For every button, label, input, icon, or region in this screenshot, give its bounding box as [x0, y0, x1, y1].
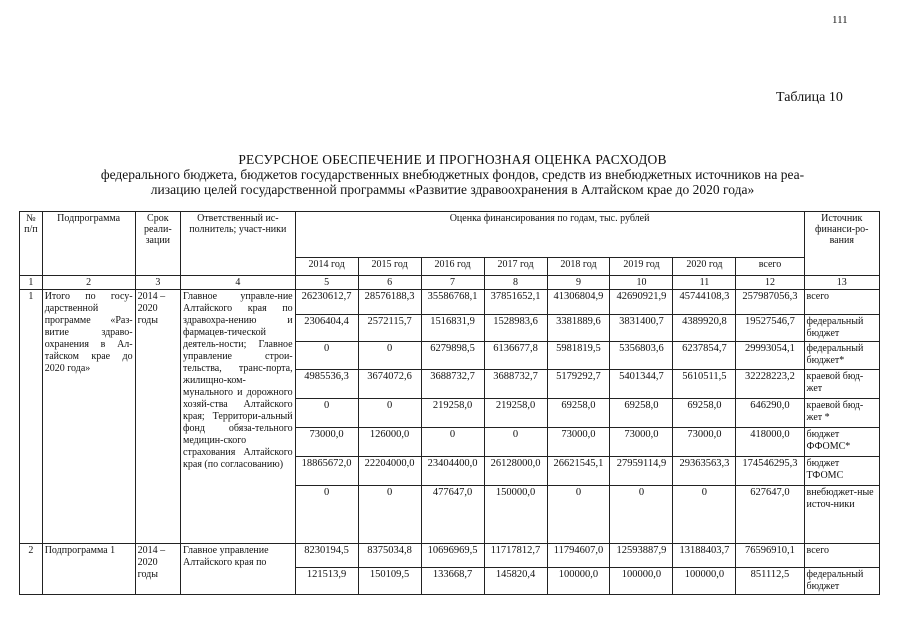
source-cell: бюджет ТФОМС — [804, 457, 879, 486]
value-cell: 0 — [358, 342, 421, 370]
value-cell: 37851652,1 — [484, 290, 547, 315]
header-year: 2017 год — [484, 258, 547, 276]
header-source: Источник финанси-ро-вания — [804, 212, 879, 276]
executor-cell: Главное управле-ние Алтайского края по здравохра-нению и фармацев-тической деятель-ности; Главное управление строи-тельства, транс-порта, жилищно-ком-мунального и дорожного хозяй-ства Алтайского края; Территори-альный фонд обяза-тельного медицин-ского страхования Алтайского края (по согласованию) — [181, 290, 296, 544]
value-cell: 26230612,7 — [295, 290, 358, 315]
value-cell: 5356803,6 — [610, 342, 673, 370]
column-number: 6 — [358, 276, 421, 290]
page-number: 111 — [832, 14, 848, 26]
value-cell: 73000,0 — [547, 428, 610, 457]
source-cell: федеральный бюджет — [804, 568, 879, 595]
column-number: 3 — [135, 276, 180, 290]
value-cell: 3831400,7 — [610, 315, 673, 342]
column-number: 1 — [20, 276, 43, 290]
header-year: 2014 год — [295, 258, 358, 276]
value-cell: 133668,7 — [421, 568, 484, 595]
column-number: 5 — [295, 276, 358, 290]
term-cell: 2014 – 2020 годы — [135, 290, 180, 544]
value-cell: 477647,0 — [421, 486, 484, 544]
value-cell: 27959114,9 — [610, 457, 673, 486]
value-cell-total: 627647,0 — [736, 486, 804, 544]
source-cell: федеральный бюджет — [804, 315, 879, 342]
value-cell: 69258,0 — [547, 399, 610, 428]
value-cell: 219258,0 — [484, 399, 547, 428]
value-cell-total: 257987056,3 — [736, 290, 804, 315]
column-number: 2 — [42, 276, 135, 290]
value-cell: 23404400,0 — [421, 457, 484, 486]
source-cell: внебюджет-ные источ-ники — [804, 486, 879, 544]
header-year-total: всего — [736, 258, 804, 276]
header-estimate: Оценка финансирования по годам, тыс. рублей — [295, 212, 804, 258]
value-cell: 3688732,7 — [421, 370, 484, 399]
source-cell: краевой бюд-жет — [804, 370, 879, 399]
value-cell: 1516831,9 — [421, 315, 484, 342]
value-cell: 6136677,8 — [484, 342, 547, 370]
value-cell: 26621545,1 — [547, 457, 610, 486]
value-cell: 45744108,3 — [673, 290, 736, 315]
header-subprogram: Подпрограмма — [42, 212, 135, 276]
value-cell: 121513,9 — [295, 568, 358, 595]
value-cell: 29363563,3 — [673, 457, 736, 486]
header-year: 2019 год — [610, 258, 673, 276]
column-number-row — [20, 276, 880, 290]
column-number: 4 — [181, 276, 296, 290]
value-cell: 6279898,5 — [421, 342, 484, 370]
value-cell-total: 851112,5 — [736, 568, 804, 595]
document-title — [0, 152, 905, 197]
funding-table — [19, 211, 880, 595]
source-cell: бюджет ФФОМС* — [804, 428, 879, 457]
value-cell: 3381889,6 — [547, 315, 610, 342]
value-cell: 0 — [295, 342, 358, 370]
title-line-1: РЕСУРСНОЕ ОБЕСПЕЧЕНИЕ И ПРОГНОЗНАЯ ОЦЕНКА РАСХОДОВ — [238, 152, 667, 167]
value-cell: 0 — [358, 486, 421, 544]
value-cell: 219258,0 — [421, 399, 484, 428]
value-cell: 5610511,5 — [673, 370, 736, 399]
column-number: 13 — [804, 276, 879, 290]
value-cell: 100000,0 — [673, 568, 736, 595]
value-cell-total: 29993054,1 — [736, 342, 804, 370]
source-cell: федеральный бюджет* — [804, 342, 879, 370]
header-row — [20, 212, 880, 258]
value-cell: 2572115,7 — [358, 315, 421, 342]
value-cell-total: 19527546,7 — [736, 315, 804, 342]
table-label: Таблица 10 — [776, 90, 843, 105]
value-cell: 0 — [358, 399, 421, 428]
value-cell: 0 — [547, 486, 610, 544]
source-cell: всего — [804, 544, 879, 568]
value-cell-total: 76596910,1 — [736, 544, 804, 568]
value-cell: 0 — [295, 486, 358, 544]
row-number: 1 — [20, 290, 43, 544]
row-number: 2 — [20, 544, 43, 595]
value-cell: 73000,0 — [610, 428, 673, 457]
header-year: 2015 год — [358, 258, 421, 276]
value-cell: 11717812,7 — [484, 544, 547, 568]
header-executor: Ответственный ис-полнитель; участ-ники — [181, 212, 296, 276]
value-cell: 3674072,6 — [358, 370, 421, 399]
value-cell: 11794607,0 — [547, 544, 610, 568]
value-cell: 5981819,5 — [547, 342, 610, 370]
value-cell: 12593887,9 — [610, 544, 673, 568]
subprogram-name: Итого по госу-дарственной программе «Раз-витие здраво-охранения в Ал-тайском крае до 2020 года» — [42, 290, 135, 544]
value-cell-total: 418000,0 — [736, 428, 804, 457]
value-cell: 3688732,7 — [484, 370, 547, 399]
column-number: 8 — [484, 276, 547, 290]
value-cell: 35586768,1 — [421, 290, 484, 315]
value-cell: 13188403,7 — [673, 544, 736, 568]
value-cell: 41306804,9 — [547, 290, 610, 315]
value-cell: 18865672,0 — [295, 457, 358, 486]
value-cell: 0 — [673, 486, 736, 544]
value-cell-total: 174546295,3 — [736, 457, 804, 486]
source-cell: краевой бюд-жет * — [804, 399, 879, 428]
value-cell: 10696969,5 — [421, 544, 484, 568]
value-cell: 0 — [295, 399, 358, 428]
title-line-3: лизацию целей государственной программы «Развитие здравоохранения в Алтайском крае до 2020 года» — [150, 182, 755, 197]
value-cell: 28576188,3 — [358, 290, 421, 315]
value-cell: 5179292,7 — [547, 370, 610, 399]
value-cell: 0 — [484, 428, 547, 457]
value-cell: 0 — [610, 486, 673, 544]
value-cell: 4389920,8 — [673, 315, 736, 342]
table-row — [20, 290, 880, 315]
value-cell: 8375034,8 — [358, 544, 421, 568]
title-line-2: федерального бюджета, бюджетов государственных внебюджетных фондов, средств из внебюджетных источников на реа- — [100, 167, 805, 182]
column-number: 12 — [736, 276, 804, 290]
executor-cell: Главное управление Алтайского края по — [181, 544, 296, 595]
column-number: 7 — [421, 276, 484, 290]
column-number: 10 — [610, 276, 673, 290]
header-year: 2020 год — [673, 258, 736, 276]
value-cell: 8230194,5 — [295, 544, 358, 568]
value-cell: 69258,0 — [610, 399, 673, 428]
header-term: Срок реали-зации — [135, 212, 180, 276]
value-cell: 126000,0 — [358, 428, 421, 457]
value-cell: 2306404,4 — [295, 315, 358, 342]
value-cell: 42690921,9 — [610, 290, 673, 315]
value-cell: 150109,5 — [358, 568, 421, 595]
header-year: 2018 год — [547, 258, 610, 276]
value-cell: 100000,0 — [547, 568, 610, 595]
value-cell: 73000,0 — [673, 428, 736, 457]
value-cell: 150000,0 — [484, 486, 547, 544]
column-number: 11 — [673, 276, 736, 290]
value-cell-total: 646290,0 — [736, 399, 804, 428]
value-cell: 145820,4 — [484, 568, 547, 595]
subprogram-name: Подпрограмма 1 — [42, 544, 135, 595]
value-cell: 1528983,6 — [484, 315, 547, 342]
header-year: 2016 год — [421, 258, 484, 276]
value-cell: 100000,0 — [610, 568, 673, 595]
value-cell: 6237854,7 — [673, 342, 736, 370]
value-cell: 73000,0 — [295, 428, 358, 457]
value-cell: 22204000,0 — [358, 457, 421, 486]
source-cell: всего — [804, 290, 879, 315]
term-cell: 2014 – 2020 годы — [135, 544, 180, 595]
table-row — [20, 544, 880, 568]
value-cell: 4985536,3 — [295, 370, 358, 399]
value-cell: 26128000,0 — [484, 457, 547, 486]
value-cell-total: 32228223,2 — [736, 370, 804, 399]
value-cell: 69258,0 — [673, 399, 736, 428]
header-no: № п/п — [20, 212, 43, 276]
value-cell: 0 — [421, 428, 484, 457]
value-cell: 5401344,7 — [610, 370, 673, 399]
column-number: 9 — [547, 276, 610, 290]
